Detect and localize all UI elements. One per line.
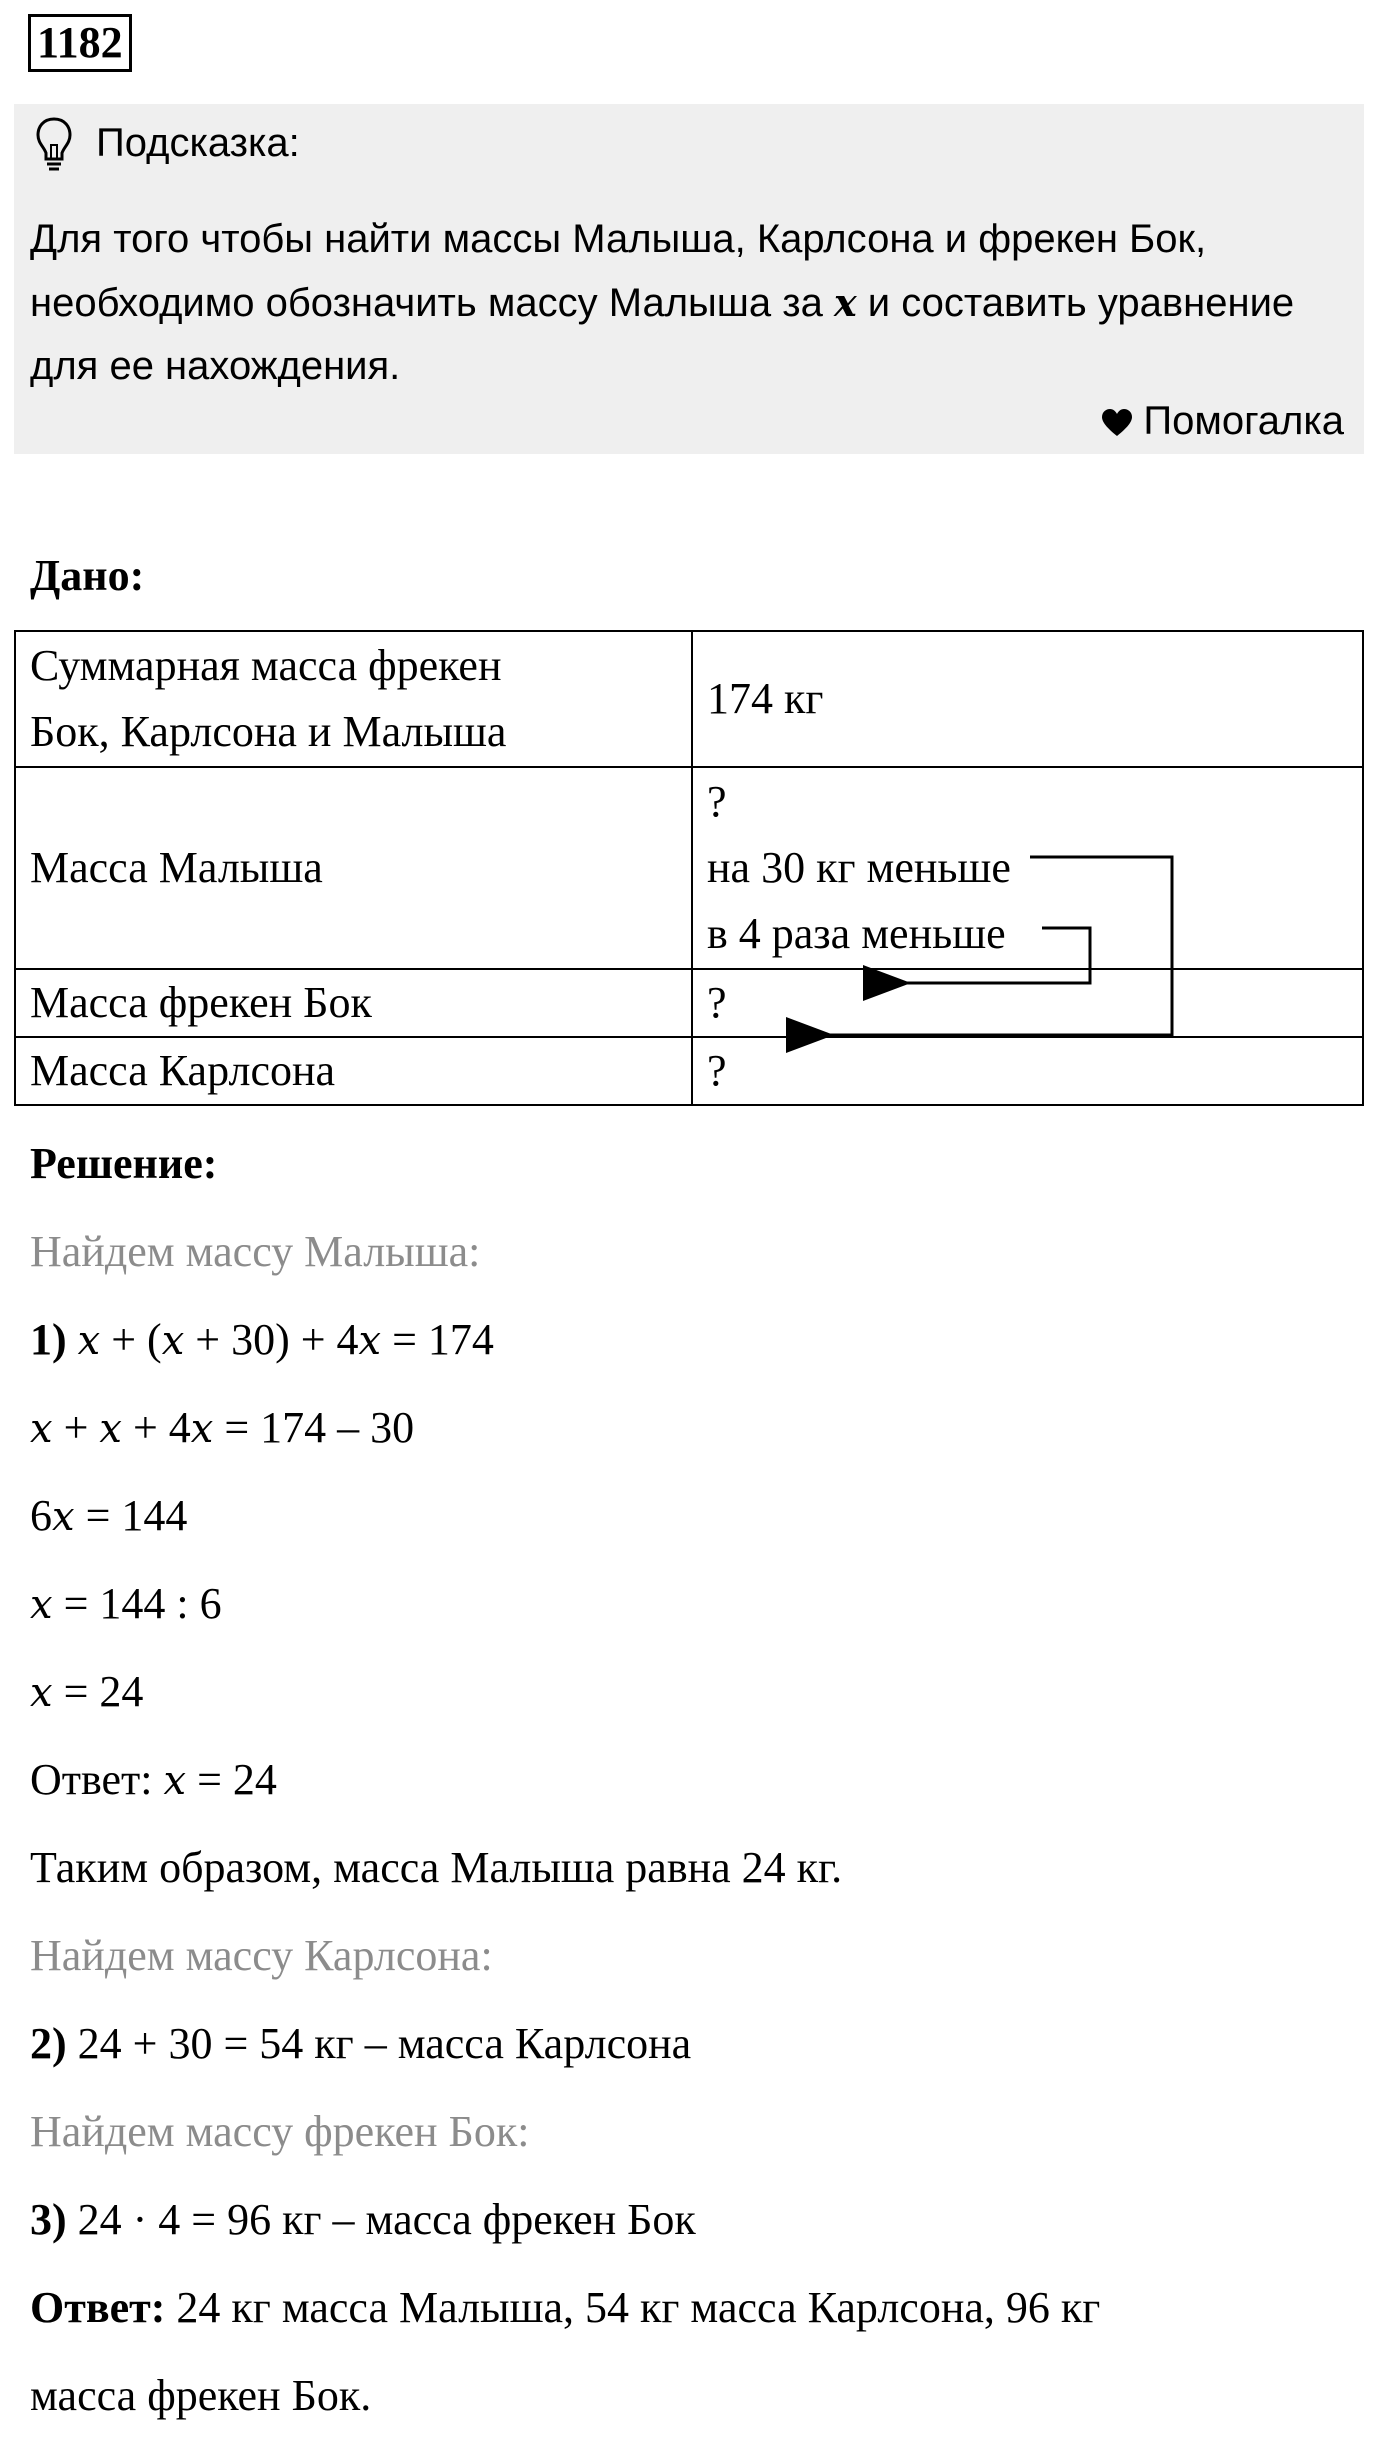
- table-row: [15, 767, 1363, 969]
- table-row: [15, 969, 1363, 1037]
- equation-line: 1) x + (x + 30) + 4x = 174: [30, 1315, 494, 1364]
- equation-line: 6x = 144: [30, 1491, 188, 1540]
- hint-text: Для того чтобы найти массы Малыша, Карлсона и фрекен Бок, необходимо обозначить массу Малыша за x и составить уравнение для ее нахождения.: [30, 217, 1295, 388]
- hint-variable: x: [833, 280, 857, 325]
- conclusion-text: Таким образом, масса Малыша равна 24 кг.: [30, 1843, 843, 1892]
- step-caption: Найдем массу Карлсона:: [30, 1931, 493, 1980]
- hint-title: Подсказка:: [96, 121, 300, 165]
- equation-line: x + x + 4x = 174 – 30: [30, 1403, 415, 1452]
- row-label: Суммарная масса фрекен Бок, Карлсона и Малыша: [15, 631, 692, 767]
- helper-label: Помогалка: [1143, 399, 1344, 443]
- row-value: 174 кг: [692, 631, 1363, 767]
- hint-bold-denote: обозначить массу Малыша за: [265, 281, 834, 325]
- row-value: ?: [692, 969, 1363, 1037]
- step-line: 3) 24 · 4 = 96 кг – масса фрекен Бок: [30, 2195, 696, 2244]
- equation-answer: Ответ: x = 24: [30, 1755, 277, 1804]
- lightbulb-icon: [34, 115, 74, 175]
- row-label: Масса Малыша: [15, 767, 692, 969]
- final-answer-cont: масса фрекен Бок.: [30, 2371, 372, 2420]
- hint-box: [14, 104, 1364, 454]
- row-value: ?: [692, 1037, 1363, 1105]
- equation-line: x = 144 : 6: [30, 1579, 222, 1628]
- hint-bold-masses: массы Малыша, Карлсона и фрекен Бок: [442, 217, 1196, 261]
- step-caption: Найдем массу Малыша:: [30, 1227, 481, 1276]
- heart-icon: [1101, 408, 1133, 438]
- table-row: [15, 631, 1363, 767]
- step-caption: Найдем массу фрекен Бок:: [30, 2107, 530, 2156]
- step-line: 2) 24 + 30 = 54 кг – масса Карлсона: [30, 2019, 692, 2068]
- given-title: Дано:: [30, 551, 145, 600]
- task-number: 1182: [28, 14, 132, 72]
- table-row: [15, 1037, 1363, 1105]
- final-answer: Ответ: 24 кг масса Малыша, 54 кг масса Карлсона, 96 кг: [30, 2283, 1101, 2332]
- helper-link[interactable]: [1101, 396, 1344, 446]
- solution-title: Решение:: [30, 1139, 218, 1188]
- equation-line: x = 24: [30, 1667, 144, 1716]
- row-label: Масса Карлсона: [15, 1037, 692, 1105]
- row-label: Масса фрекен Бок: [15, 969, 692, 1037]
- given-table: [14, 630, 1364, 1106]
- row-value: ? на 30 кг меньше в 4 раза меньше: [692, 767, 1363, 969]
- hint-bold-equation: составить уравнение: [901, 281, 1295, 325]
